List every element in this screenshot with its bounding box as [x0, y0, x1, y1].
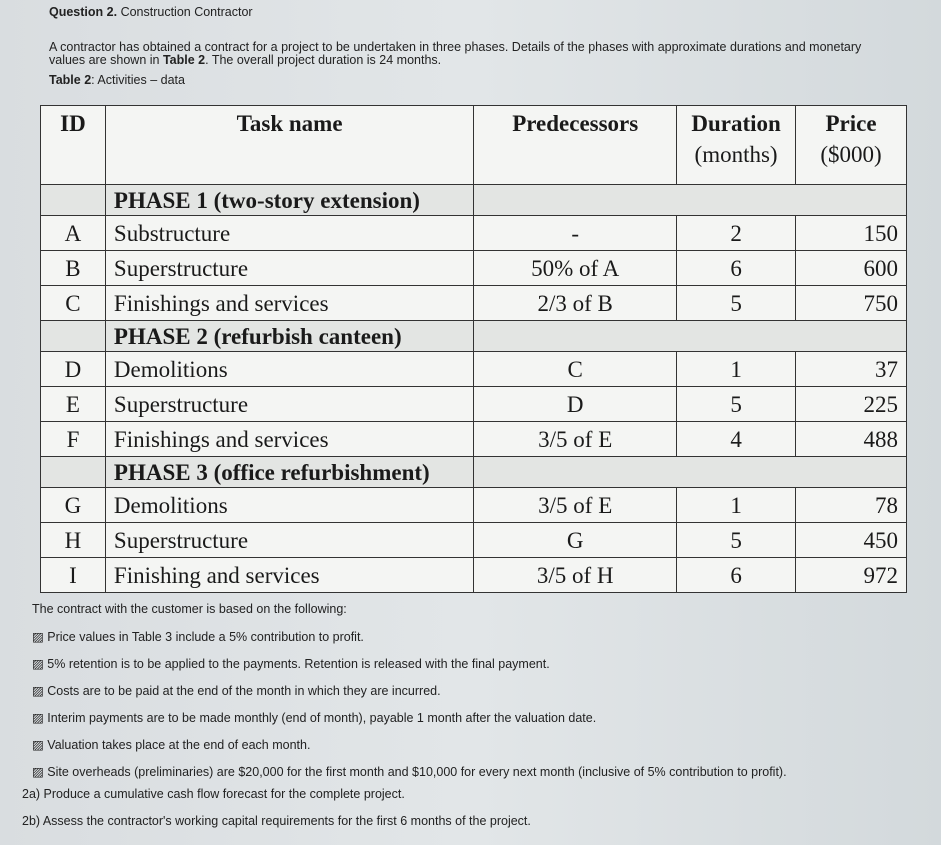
task-name: Finishing and services: [105, 558, 473, 593]
duration: 5: [677, 523, 796, 558]
task-name: Superstructure: [105, 523, 473, 558]
price: 78: [796, 488, 907, 523]
phase-empty-cell: [474, 457, 907, 488]
activities-table: [40, 105, 907, 593]
predecessors: C: [474, 352, 677, 387]
phase-empty-cell: [474, 185, 907, 216]
activity-id: G: [41, 488, 106, 523]
duration: 6: [677, 558, 796, 593]
predecessors: G: [474, 523, 677, 558]
price: 600: [796, 251, 907, 286]
predecessors: D: [474, 387, 677, 422]
phase-title: PHASE 1 (two-story extension): [105, 185, 473, 216]
predecessors: 2/3 of B: [474, 286, 677, 321]
activity-id: H: [41, 523, 106, 558]
phase-empty-cell: [474, 321, 907, 352]
header-duration: Duration (months): [677, 106, 796, 185]
intro-line-2: values are shown in Table 2. The overall project duration is 24 months.: [49, 53, 442, 67]
activity-id: D: [41, 352, 106, 387]
table-row: [41, 558, 907, 593]
table-row: [41, 216, 907, 251]
predecessors: -: [474, 216, 677, 251]
duration: 5: [677, 387, 796, 422]
duration: 2: [677, 216, 796, 251]
price: 450: [796, 523, 907, 558]
question-title: Question 2. Construction Contractor: [49, 5, 253, 19]
activity-id: C: [41, 286, 106, 321]
task-name: Finishings and services: [105, 286, 473, 321]
table-row: [41, 251, 907, 286]
price: 225: [796, 387, 907, 422]
duration: 1: [677, 352, 796, 387]
predecessors: 50% of A: [474, 251, 677, 286]
contract-bullet: ▨ Valuation takes place at the end of each month.: [32, 738, 311, 752]
table-row: [41, 352, 907, 387]
phase-row: [41, 185, 907, 216]
duration: 1: [677, 488, 796, 523]
header-id: ID: [41, 106, 106, 185]
task-name: Superstructure: [105, 387, 473, 422]
predecessors: 3/5 of E: [474, 422, 677, 457]
table-caption: Table 2: Activities – data: [49, 73, 185, 87]
contract-bullet: ▨ Price values in Table 3 include a 5% contribution to profit.: [32, 630, 364, 644]
price: 150: [796, 216, 907, 251]
table-row: [41, 422, 907, 457]
table-row: [41, 523, 907, 558]
table-header-row: [41, 106, 907, 185]
activity-id: I: [41, 558, 106, 593]
activity-id: A: [41, 216, 106, 251]
contract-bullet: ▨ Site overheads (preliminaries) are $20,000 for the first month and $10,000 for every next month (inclusive of 5% contribution to profit).: [32, 765, 787, 779]
predecessors: 3/5 of E: [474, 488, 677, 523]
duration: 5: [677, 286, 796, 321]
table-row: [41, 286, 907, 321]
activity-id: F: [41, 422, 106, 457]
predecessors: 3/5 of H: [474, 558, 677, 593]
phase-id-cell: [41, 457, 106, 488]
phase-title: PHASE 3 (office refurbishment): [105, 457, 473, 488]
phase-row: [41, 321, 907, 352]
phase-row: [41, 457, 907, 488]
duration: 4: [677, 422, 796, 457]
task-name: Demolitions: [105, 352, 473, 387]
header-task: Task name: [105, 106, 473, 185]
price: 37: [796, 352, 907, 387]
task-name: Substructure: [105, 216, 473, 251]
task-name: Demolitions: [105, 488, 473, 523]
price: 488: [796, 422, 907, 457]
table-row: [41, 488, 907, 523]
activity-id: B: [41, 251, 106, 286]
price: 972: [796, 558, 907, 593]
task-name: Superstructure: [105, 251, 473, 286]
contract-bullet: ▨ Costs are to be paid at the end of the month in which they are incurred.: [32, 684, 441, 698]
contract-heading: The contract with the customer is based on the following:: [32, 602, 347, 616]
header-predecessors: Predecessors: [474, 106, 677, 185]
phase-title: PHASE 2 (refurbish canteen): [105, 321, 473, 352]
activity-id: E: [41, 387, 106, 422]
phase-id-cell: [41, 185, 106, 216]
question-2b: 2b) Assess the contractor's working capital requirements for the first 6 months of the project.: [22, 814, 531, 828]
header-price: Price ($000): [796, 106, 907, 185]
question-2a: 2a) Produce a cumulative cash flow forecast for the complete project.: [22, 787, 405, 801]
contract-bullet: ▨ Interim payments are to be made monthly (end of month), payable 1 month after the valuation date.: [32, 711, 597, 725]
phase-id-cell: [41, 321, 106, 352]
task-name: Finishings and services: [105, 422, 473, 457]
price: 750: [796, 286, 907, 321]
intro-line-1: A contractor has obtained a contract for a project to be undertaken in three phases. Details of the phases with approximate durations and monetary: [49, 40, 862, 54]
contract-bullet: ▨ 5% retention is to be applied to the payments. Retention is released with the final payment.: [32, 657, 550, 671]
table-row: [41, 387, 907, 422]
duration: 6: [677, 251, 796, 286]
